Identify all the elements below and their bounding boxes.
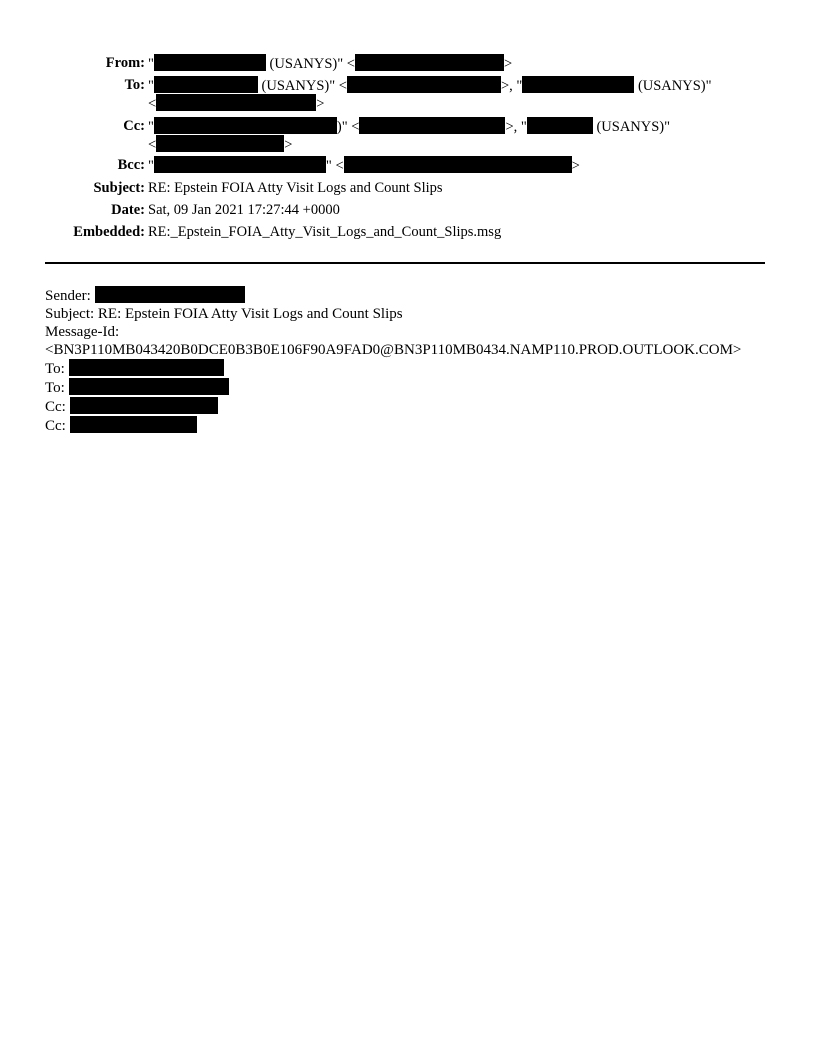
cc-value-line2: < > bbox=[148, 137, 293, 153]
redaction bbox=[347, 76, 501, 93]
embedded-label: Embedded: bbox=[73, 224, 145, 240]
redaction bbox=[154, 156, 326, 173]
redaction bbox=[355, 54, 504, 71]
from-label: From: bbox=[105, 55, 145, 71]
redaction bbox=[70, 397, 218, 414]
subject-line: Subject: RE: Epstein FOIA Atty Visit Logs and Count Slips bbox=[45, 306, 403, 322]
redaction bbox=[95, 286, 245, 303]
redaction bbox=[344, 156, 572, 173]
redaction bbox=[154, 76, 258, 93]
bcc-value: " " < > bbox=[148, 158, 580, 174]
from-value: " (USANYS)" < > bbox=[148, 56, 513, 72]
subject-value: RE: Epstein FOIA Atty Visit Logs and Count Slips bbox=[148, 180, 443, 196]
to-value: " (USANYS)" < >, " (USANYS)" bbox=[148, 78, 712, 94]
cc-line: Cc: bbox=[45, 416, 775, 435]
redaction bbox=[156, 135, 284, 152]
cc-value: " )" < >, " (USANYS)" bbox=[148, 119, 671, 135]
to-line: To: bbox=[45, 359, 775, 378]
redaction bbox=[154, 117, 337, 134]
redaction bbox=[359, 117, 505, 134]
cc-line: Cc: bbox=[45, 397, 775, 416]
subject-label: Subject: bbox=[93, 180, 145, 196]
redaction bbox=[156, 94, 316, 111]
redaction bbox=[69, 378, 229, 395]
divider bbox=[45, 262, 765, 264]
redaction bbox=[154, 54, 266, 71]
bcc-label: Bcc: bbox=[117, 157, 145, 173]
redaction bbox=[522, 76, 634, 93]
to-label: To: bbox=[124, 77, 145, 93]
date-label: Date: bbox=[111, 202, 145, 218]
redaction bbox=[70, 416, 197, 433]
message-id-value: <BN3P110MB043420B0DCE0B3B0E106F90A9FAD0@BN3P110MB0434.NAMP110.PROD.OUTLOOK.COM> bbox=[45, 342, 742, 358]
message-details bbox=[45, 286, 775, 435]
cc-label: Cc: bbox=[123, 118, 145, 134]
date-value: Sat, 09 Jan 2021 17:27:44 +0000 bbox=[148, 202, 340, 218]
to-line: To: bbox=[45, 378, 775, 397]
redaction bbox=[527, 117, 593, 134]
to-value-line2: < > bbox=[148, 96, 325, 112]
message-id-label: Message-Id: bbox=[45, 324, 120, 340]
embedded-attachment-link[interactable]: RE:_Epstein_FOIA_Atty_Visit_Logs_and_Count_Slips.msg bbox=[148, 224, 502, 240]
sender-line: Sender: bbox=[45, 286, 775, 305]
redaction bbox=[69, 359, 224, 376]
